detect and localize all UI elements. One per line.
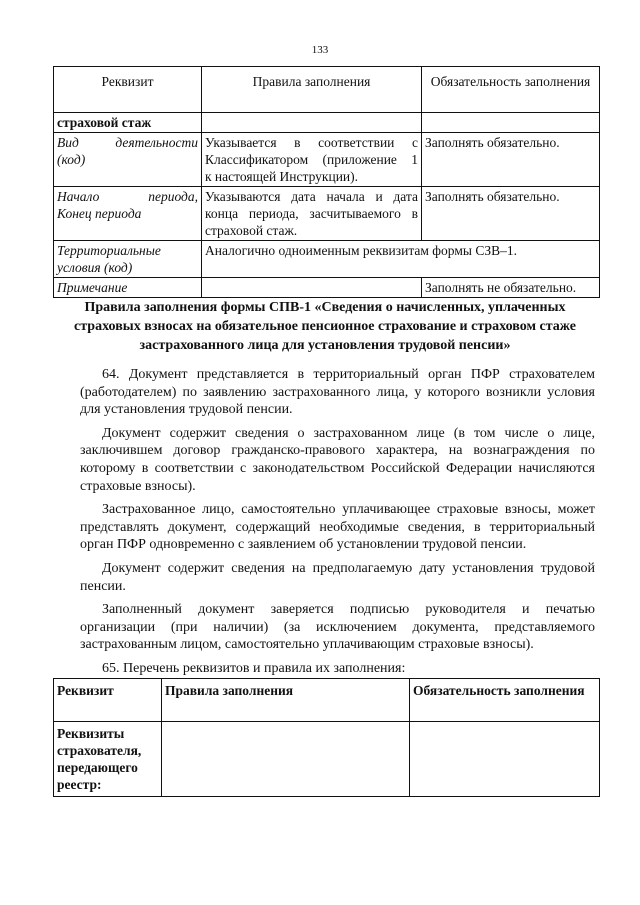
header-requisite: Реквизит — [54, 67, 202, 113]
rule-cell — [202, 187, 422, 241]
rule-line: к настоящей Инструкции). — [205, 169, 359, 184]
table-row — [54, 722, 600, 797]
section-heading: Правила заполнения формы СПВ-1 «Сведения о начисленных, уплаченных страховых взносах на обязательное пенсионное страхование и страховом стаже застрахованного лица для установления трудовой пенсии» — [74, 300, 576, 353]
rule-line: конца периода, засчитываемого в — [205, 206, 418, 221]
empty-cell — [410, 722, 600, 797]
table-section-row — [54, 113, 600, 133]
paragraph: Заполненный документ заверяется подписью руководителя и печатью организации (при наличии) (за исключением документа, представляемого застрахованным лицом, самостоятельно уплачивающим страховые взносы). — [80, 602, 595, 653]
paragraph: 64. Документ представляется в территориальный орган ПФР страхователем (работодателем) по заявлению застрахованного лица, у которого возникли условия для установления трудовой пенсии. — [80, 367, 595, 418]
requisite-line: Примечание — [57, 280, 128, 295]
rule-line: Указываются дата начала и дата — [205, 189, 418, 204]
requisite-cell — [54, 133, 202, 187]
requisite-line: реестр: — [57, 777, 102, 792]
table-row — [54, 278, 600, 298]
body-text — [80, 366, 595, 684]
header-requisite: Реквизит — [54, 679, 162, 722]
paragraph: Документ содержит сведения на предполагаемую дату установления трудовой пенсии. — [80, 560, 595, 594]
page-number: 133 — [311, 44, 329, 56]
requisite-cell — [54, 187, 202, 241]
rule-cell — [202, 278, 422, 298]
table-header-row — [54, 679, 600, 722]
table-row — [54, 187, 600, 241]
rule-line: страховой стаж. — [205, 223, 298, 238]
requisite-line: Реквизиты — [57, 726, 125, 741]
paragraph: Застрахованное лицо, самостоятельно уплачивающее страховые взносы, может представлять документ, содержащий необходимые сведения, в территориальный орган ПФР одновременно с заявлением об установлении трудовой пенсии. — [80, 502, 595, 553]
empty-cell — [162, 722, 410, 797]
requisite-line: (код) — [57, 152, 86, 167]
header-rules: Правила заполнения — [162, 679, 410, 722]
header-obligation: Обязательность заполнения — [422, 67, 600, 113]
requisite-line: страхователя, — [57, 743, 142, 758]
requisite-line: условия (код) — [57, 260, 133, 275]
rule-line: Классификатором (приложение 1 — [205, 152, 418, 167]
paragraph: Документ содержит сведения о застрахованном лице (в том числе о лице, заключившем договор гражданско-правового характера, на вознаграждения по которому в соответствии с законодательством Российской Федерации начисляются страховые взносы). — [80, 425, 595, 494]
paragraph: 65. Перечень реквизитов и правила их заполнения: — [102, 660, 406, 676]
header-rules: Правила заполнения — [202, 67, 422, 113]
table-row — [54, 133, 600, 187]
requisite-line: передающего — [57, 760, 138, 775]
empty-cell — [202, 113, 422, 133]
obligation-cell: Заполнять обязательно. — [422, 133, 600, 187]
requisite-line: Конец периода — [57, 206, 142, 221]
section-title: страховой стаж — [54, 113, 202, 133]
requisite-cell — [54, 241, 202, 278]
rule-cell: Аналогично одноименным реквизитам формы СЗВ–1. — [202, 241, 600, 278]
rule-cell — [202, 133, 422, 187]
table-header-row — [54, 67, 600, 113]
obligation-cell: Заполнять обязательно. — [422, 187, 600, 241]
requisite-cell — [54, 278, 202, 298]
obligation-cell: Заполнять не обязательно. — [422, 278, 600, 298]
table-row — [54, 241, 600, 278]
header-obligation: Обязательность заполнения — [410, 679, 600, 722]
requisites-table-continued — [53, 66, 600, 298]
requisite-line: Вид деятельности — [57, 135, 198, 150]
empty-cell — [422, 113, 600, 133]
requisite-line: Начало периода, — [57, 189, 198, 204]
rule-line: Указывается в соответствии с — [205, 135, 418, 150]
requisite-line: Территориальные — [57, 243, 161, 258]
requisite-cell — [54, 722, 162, 797]
requisites-table — [53, 678, 600, 797]
